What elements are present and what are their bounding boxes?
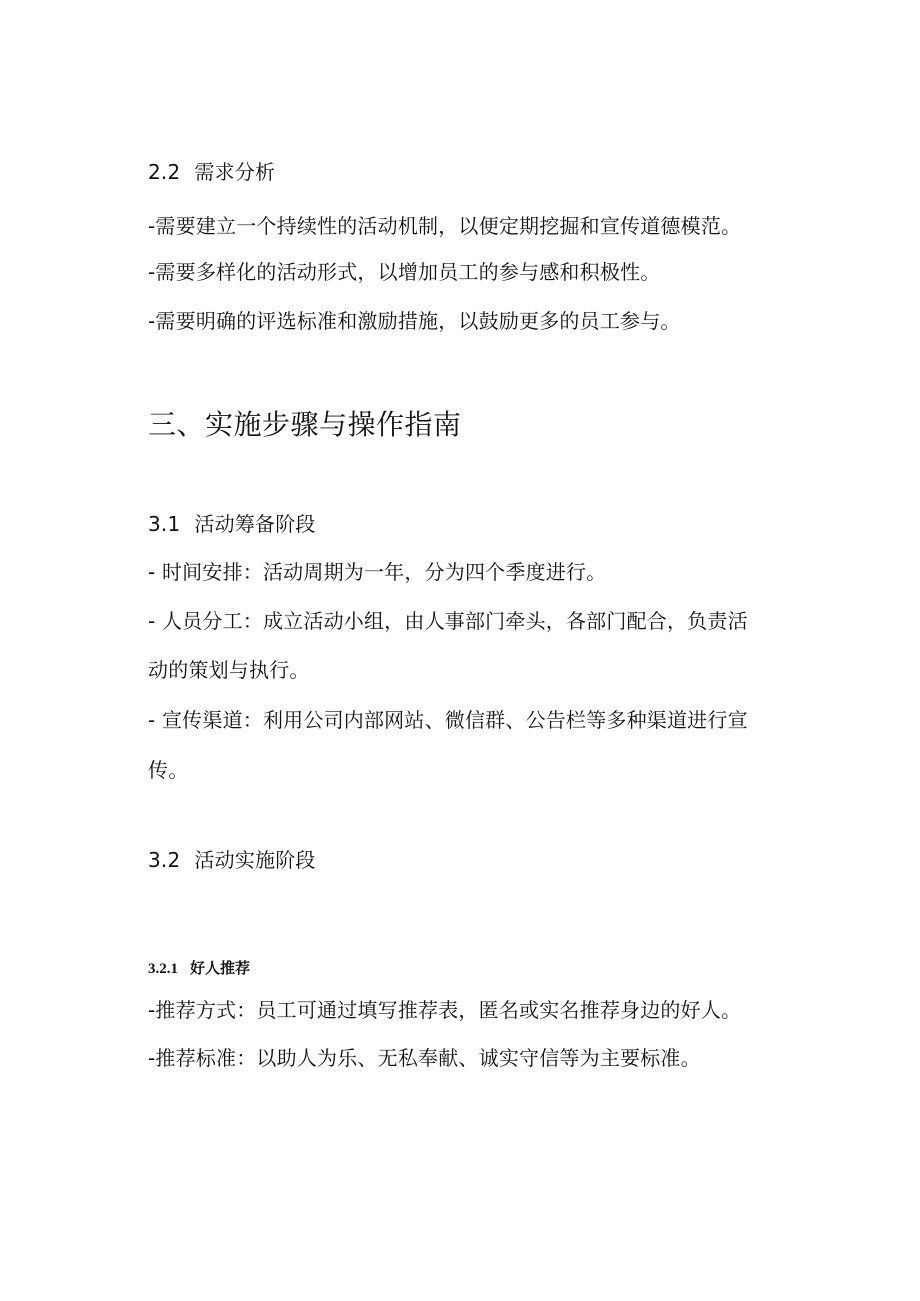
subsection-title: 好人推荐 (190, 959, 251, 977)
list-item: - 时间安排：活动周期为一年，分为四个季度进行。 (148, 560, 607, 584)
section-number: 2.2 (148, 160, 181, 184)
section-number: 3.1 (148, 512, 181, 536)
list-item: -推荐标准：以助人为乐、无私奉献、诚实守信等为主要标准。 (148, 1046, 701, 1070)
list-item: - 人员分工：成立活动小组，由人事部门牵头，各部门配合，负责活 (148, 609, 748, 633)
section-title: 活动筹备阶段 (194, 512, 316, 536)
list-item: -需要建立一个持续性的活动机制，以便定期挖掘和宣传道德模范。 (148, 214, 742, 238)
subsection-number: 3.2.1 (148, 961, 178, 977)
subsection-heading-3-2-1 (148, 957, 250, 980)
list-item-continuation: 动的策划与执行。 (148, 658, 310, 682)
section-title: 活动实施阶段 (194, 848, 316, 872)
list-item-continuation: 传。 (148, 758, 189, 782)
section-heading-2-2 (148, 157, 275, 187)
list-item: -需要明确的评选标准和激励措施，以鼓励更多的员工参与。 (148, 309, 681, 333)
list-item: -推荐方式：员工可通过填写推荐表，匿名或实名推荐身边的好人。 (148, 998, 742, 1022)
list-item: -需要多样化的活动形式，以增加员工的参与感和积极性。 (148, 260, 661, 284)
section-heading-3-2 (148, 845, 316, 875)
section-title: 需求分析 (194, 160, 276, 184)
section-heading-3-1 (148, 509, 316, 539)
list-item: - 宣传渠道：利用公司内部网站、微信群、公告栏等多种渠道进行宣 (148, 708, 748, 732)
chapter-heading-3: 三、实施步骤与操作指南 (148, 408, 462, 441)
section-number: 3.2 (148, 848, 181, 872)
